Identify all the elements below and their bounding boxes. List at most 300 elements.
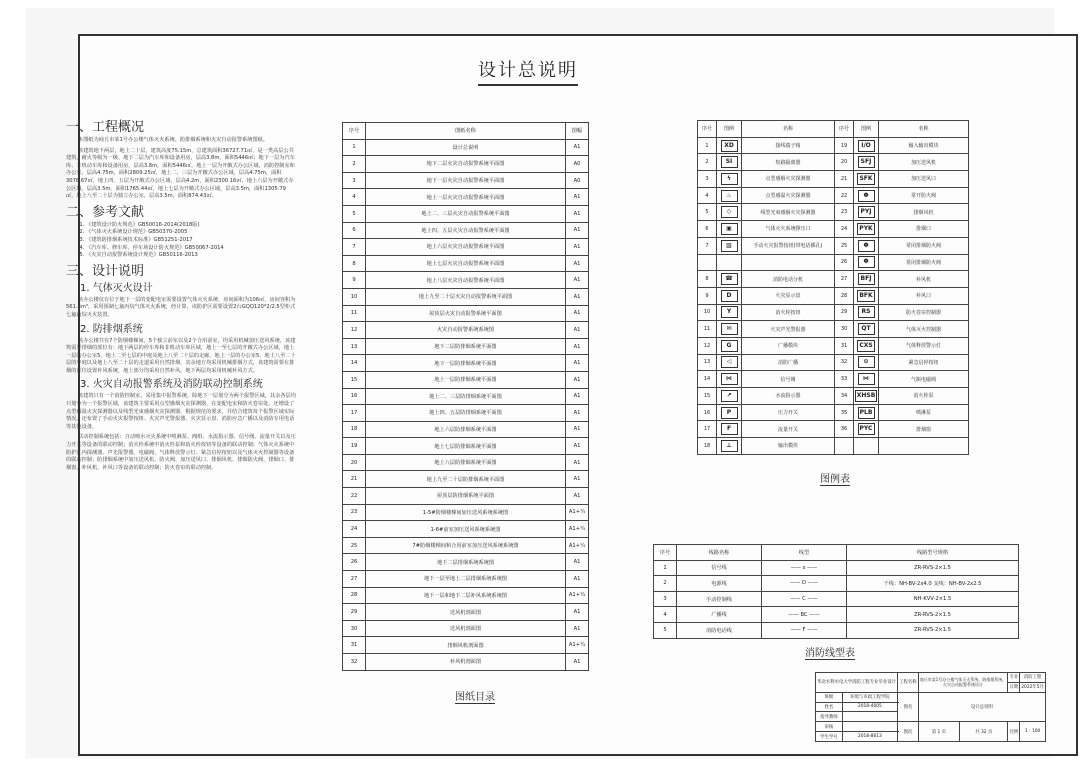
table-cell: 广播模块 — [742, 337, 835, 354]
table-cell — [717, 287, 742, 304]
table-cell: 地下一层至地上二层排烟系统系统图 — [366, 571, 566, 588]
table-cell: A0 — [566, 156, 589, 173]
table-cell: 消防电话分机 — [742, 271, 835, 288]
subsection-heading: 3. 火灾自动报警系统及消防联动控制系统 — [80, 379, 263, 391]
table-row — [343, 537, 589, 554]
legend-symbol-icon: G — [721, 340, 738, 352]
table-cell: 1 — [343, 139, 366, 156]
row-value: 2018-8613 — [842, 732, 897, 742]
table-cell: 11 — [698, 321, 717, 338]
table-cell — [854, 404, 879, 421]
table-cell — [854, 388, 879, 405]
reference-item: 3. 《建筑防排烟系统技术标准》GB51251-2017 — [86, 237, 296, 245]
column-header: 图纸名称 — [366, 123, 566, 140]
project-label: 工程名称 — [898, 673, 919, 693]
table-row — [698, 304, 969, 321]
table-cell: A1+¼ — [566, 504, 589, 521]
table-cell: 25 — [343, 537, 366, 554]
table-cell: 补风机 — [879, 271, 969, 288]
table-row — [343, 388, 589, 405]
column-header: 图例 — [717, 121, 742, 138]
table-cell — [717, 171, 742, 188]
table-cell: 地下一层和地下二层补风系统系统图 — [366, 587, 566, 604]
table-cell: 排烟窗 — [879, 421, 969, 438]
table-row — [343, 189, 589, 206]
table-cell: 线型光束感烟火灾探测器 — [742, 204, 835, 221]
column-header: 名称 — [879, 121, 969, 138]
table-row — [698, 237, 969, 254]
table-cell: 输出模块 — [742, 438, 835, 455]
title-block — [815, 672, 1046, 742]
row-label: 审核 — [816, 722, 843, 732]
table-cell: 地上七层火灾自动报警系统平面图 — [366, 255, 566, 272]
table-cell: 13 — [698, 354, 717, 371]
legend-table — [697, 120, 969, 455]
legend-symbol-icon: ⋈ — [858, 373, 875, 385]
row-value: 2018-4005 — [842, 702, 897, 712]
table-row — [343, 454, 589, 471]
table-row — [654, 560, 1019, 576]
table-row — [343, 371, 589, 388]
legend-symbol-icon: ▣ — [721, 223, 738, 235]
table-row — [698, 187, 969, 204]
table-cell: 27 — [835, 271, 854, 288]
table-row — [698, 438, 969, 455]
table-cell: 16 — [343, 388, 366, 405]
table-row — [343, 205, 589, 222]
legend-symbol-icon: ◇ — [721, 206, 738, 218]
table-cell: 地上九至二十层火灾自动报警系统平面图 — [366, 288, 566, 305]
reference-item: 1. 《建筑设计防火规范》GB50016-2014(2018版) — [86, 222, 296, 230]
table-cell: 火灾自动报警系统系统图 — [366, 322, 566, 339]
table-row — [343, 620, 589, 637]
table-row — [343, 355, 589, 372]
date-label: 日期 — [1008, 682, 1020, 692]
table-cell — [854, 137, 879, 154]
section-heading: 三、设计说明 — [66, 263, 145, 279]
table-cell: 27 — [343, 571, 366, 588]
table-cell — [854, 187, 879, 204]
table-cell: 1 — [698, 137, 717, 154]
table-cell: A1 — [566, 322, 589, 339]
table-cell: ZR-RVS-2×1.5 — [847, 622, 1019, 638]
table-cell: A1 — [566, 554, 589, 571]
table-cell: A1 — [566, 255, 589, 272]
table-row — [343, 239, 589, 256]
legend-symbol-icon: P — [721, 407, 738, 419]
table-cell: 输入输出模块 — [879, 137, 969, 154]
legend-symbol-icon: PLB — [858, 407, 875, 419]
table-cell — [717, 221, 742, 238]
table-cell: 18 — [343, 421, 366, 438]
table-cell: 信号线 — [677, 560, 762, 576]
legend-symbol-icon: ↗ — [721, 390, 738, 402]
legend-symbol-icon: SFJ — [858, 156, 875, 168]
table-cell: 8 — [698, 271, 717, 288]
table-cell: 点型感烟火灾探测器 — [742, 171, 835, 188]
legend-symbol-icon: ◁ — [721, 356, 738, 368]
table-cell — [717, 321, 742, 338]
table-row — [343, 322, 589, 339]
table-cell — [854, 438, 879, 455]
legend-symbol-icon: Φ — [858, 240, 875, 252]
table-cell: 30 — [835, 321, 854, 338]
project-name: 商丘市某1号办公楼气体灭火系统、防排烟系统、火灾自动报警系统设计 — [918, 673, 1008, 693]
table-cell: 信号阀 — [742, 371, 835, 388]
table-cell: 短路隔离器 — [742, 154, 835, 171]
table-cell: 15 — [343, 371, 366, 388]
table-cell: 20 — [343, 454, 366, 471]
sheet-number: 第 1 页 — [918, 722, 960, 742]
table-cell: 1-6#前室加压送风系统系统图 — [366, 521, 566, 538]
table-cell: 10 — [698, 304, 717, 321]
legend-symbol-icon: Φ — [858, 256, 875, 268]
table-cell: 11 — [343, 305, 366, 322]
legend-symbol-icon: D — [721, 290, 738, 302]
table-cell: 30 — [343, 620, 366, 637]
table-cell: 36 — [835, 421, 854, 438]
table-cell: 4 — [698, 187, 717, 204]
table-row — [698, 388, 969, 405]
table-cell: 火灾显示盘 — [742, 287, 835, 304]
table-cell: 紧急启停按钮 — [879, 354, 969, 371]
drawing-list-caption: 图纸目录 — [455, 688, 495, 704]
table-cell: A1 — [566, 488, 589, 505]
table-cell: 消火栓按钮 — [742, 304, 835, 321]
table-row — [654, 591, 1019, 607]
table-cell: A1+¼ — [566, 587, 589, 604]
table-cell: 排烟风机剖面图 — [366, 637, 566, 654]
table-cell: A1 — [566, 471, 589, 488]
table-cell: 1 — [654, 560, 677, 576]
table-cell: 气体灭火控制器 — [879, 321, 969, 338]
subsection-heading: 1. 气体灭火设计 — [80, 282, 153, 294]
table-cell: A1 — [566, 438, 589, 455]
table-cell: A1 — [566, 355, 589, 372]
table-cell: 屋顶层火灾自动报警系统平面图 — [366, 305, 566, 322]
legend-symbol-icon: ⋈ — [721, 373, 738, 385]
table-cell: 3 — [654, 591, 677, 607]
table-cell: 地上二、三层火灾自动报警系统平面图 — [366, 205, 566, 222]
table-cell: A1 — [566, 239, 589, 256]
table-cell: 26 — [835, 254, 854, 271]
table-row — [698, 204, 969, 221]
table-row — [343, 156, 589, 173]
table-cell: 地上八层火灾自动报警系统平面图 — [366, 272, 566, 289]
table-cell: 2 — [654, 576, 677, 592]
table-row — [698, 137, 969, 154]
school-name: 华北水利水电大学消防工程专业毕业设计 — [816, 673, 898, 693]
major-label: 专业 — [1008, 673, 1020, 683]
table-row — [343, 338, 589, 355]
table-row — [343, 488, 589, 505]
table-cell: 消火栓泵 — [879, 388, 969, 405]
table-cell: 4 — [654, 607, 677, 623]
table-cell: 补风口 — [879, 287, 969, 304]
table-row — [698, 171, 969, 188]
table-cell: 屋顶层防排烟系统平面图 — [366, 488, 566, 505]
row-value: 环境与市政工程学院 — [842, 692, 897, 702]
table-cell: 地上四、五层防排烟系统平面图 — [366, 405, 566, 422]
row-value — [842, 722, 897, 732]
table-cell: 3 — [698, 171, 717, 188]
table-header-row — [698, 121, 969, 138]
table-cell: 常开防火阀 — [879, 187, 969, 204]
table-row — [698, 421, 969, 438]
drawing-title-label: 图名 — [898, 692, 919, 722]
legend-symbol-icon: ▨ — [721, 240, 738, 252]
table-cell: 24 — [835, 221, 854, 238]
table-cell: 7#防烟楼梯间和合用前室加压送风系统系统图 — [366, 537, 566, 554]
table-cell: 20 — [835, 154, 854, 171]
table-cell: 广播线 — [677, 607, 762, 623]
table-cell: 12 — [698, 337, 717, 354]
table-cell: 气体灭火系统撑压口 — [742, 221, 835, 238]
table-cell: 地上一层火灾自动报警系统平面图 — [366, 189, 566, 206]
legend-symbol-icon: ϟ — [721, 173, 738, 185]
table-cell: 31 — [343, 637, 366, 654]
table-cell: 地上九至二十层防排烟系统平面图 — [366, 471, 566, 488]
table-cell: A1 — [566, 405, 589, 422]
table-row — [698, 154, 969, 171]
table-cell: 32 — [835, 354, 854, 371]
table-cell: ZR-RVS-2×1.5 — [847, 560, 1019, 576]
table-cell: 压力开关 — [742, 404, 835, 421]
table-cell: 31 — [835, 337, 854, 354]
legend-symbol-icon: XHSB — [855, 390, 878, 402]
table-cell: 33 — [835, 371, 854, 388]
table-cell: 17 — [698, 421, 717, 438]
table-cell: NH-KVV-2×1.5 — [847, 591, 1019, 607]
column-header: 序号 — [698, 121, 717, 138]
table-cell: 16 — [698, 404, 717, 421]
table-cell — [854, 254, 879, 271]
table-cell: 手动火灾报警按钮(带电话插孔) — [742, 237, 835, 254]
table-cell: 气瓶电磁阀 — [879, 371, 969, 388]
table-cell: 3 — [343, 172, 366, 189]
table-cell: 常闭排烟防火阀 — [879, 254, 969, 271]
table-cell: 23 — [835, 204, 854, 221]
row-label: 班级 — [816, 692, 843, 702]
legend-symbol-icon: BFJ — [858, 273, 875, 285]
table-cell: 14 — [343, 355, 366, 372]
table-cell: 接线端子箱 — [742, 137, 835, 154]
table-cell: A1 — [566, 205, 589, 222]
column-header: 名称 — [742, 121, 835, 138]
table-cell: 地下一层防排烟系统平面图 — [366, 355, 566, 372]
table-cell: A1+¼ — [566, 537, 589, 554]
table-cell: —— F —— — [762, 622, 847, 638]
legend-symbol-icon: QT — [858, 323, 875, 335]
scale-label: 比例 — [1008, 722, 1020, 742]
table-cell — [717, 388, 742, 405]
table-cell: 地下二层排烟系统系统图 — [366, 554, 566, 571]
table-cell — [854, 337, 879, 354]
table-row — [698, 254, 969, 271]
legend-symbol-icon: PYK — [857, 223, 874, 235]
table-cell — [717, 204, 742, 221]
table-cell: 常闭排烟防火阀 — [879, 237, 969, 254]
table-cell: 地上八层防排烟系统平面图 — [366, 454, 566, 471]
table-cell: A1 — [566, 620, 589, 637]
table-cell: 17 — [343, 405, 366, 422]
reference-item: 5. 《火灾自动报警系统设计规范》GB50116-2013 — [86, 252, 296, 260]
table-cell: —— s —— — [762, 560, 847, 576]
table-cell: 13 — [343, 338, 366, 355]
table-cell: 7 — [698, 237, 717, 254]
table-cell — [854, 237, 879, 254]
table-cell: 19 — [343, 438, 366, 455]
table-cell — [717, 304, 742, 321]
legend-symbol-icon: F — [721, 423, 738, 435]
line-type-caption: 消防线型表 — [805, 644, 855, 660]
legend-symbol-icon: XD — [721, 140, 738, 152]
table-cell: 10 — [343, 288, 366, 305]
table-cell: 29 — [343, 604, 366, 621]
table-cell — [717, 438, 742, 455]
column-header: 线型 — [762, 545, 847, 561]
table-cell: 地上一层防排烟系统平面图 — [366, 371, 566, 388]
table-cell — [717, 404, 742, 421]
table-cell: 6 — [343, 222, 366, 239]
legend-symbol-icon: RS — [858, 306, 875, 318]
table-cell: 地上六层防排烟系统平面图 — [366, 421, 566, 438]
column-header: 线路名称 — [677, 545, 762, 561]
table-cell: 地下一层火灾自动报警系统平面图 — [366, 172, 566, 189]
reference-item: 2. 《气体灭火系统设计规范》GB50370-2005 — [86, 229, 296, 237]
table-cell: 7 — [343, 239, 366, 256]
table-cell: 1-5#防烟楼梯间加压送风系统系统图 — [366, 504, 566, 521]
table-row — [343, 471, 589, 488]
table-cell: 地上七层防排烟系统平面图 — [366, 438, 566, 455]
table-row — [343, 637, 589, 654]
table-cell — [854, 204, 879, 221]
table-cell: 32 — [343, 654, 366, 671]
design-notes — [66, 116, 296, 475]
table-cell — [717, 237, 742, 254]
legend-symbol-icon: BFK — [857, 290, 874, 302]
section-heading: 一、工程概况 — [66, 120, 145, 135]
table-cell: 19 — [835, 137, 854, 154]
table-row — [343, 554, 589, 571]
column-header: 线路型号规格 — [847, 545, 1019, 561]
legend-symbol-icon: ⊙ — [858, 356, 875, 368]
paragraph: 该办公楼共有7个防烟楼梯间，5个独立前室以及2个合用前室，均采用机械加压送风系统，该建筑需要排烟的部位有：地下两层的停车库和非机动车库区域，地上一至七层的开敞式办公区域，地上一层的办公室5，地上二至七层的中庭及地上八至二十层的走廊，地上一层的办公室5、地上八至二十层的中庭以及地上八至二十层的走道采用自然排烟，其余地方均采用机械排烟方式，该建筑需要在排烟的部位设置补风系统，地上部分均采用自然补风，地下两层均采用机械补风方式。 — [66, 337, 296, 374]
table-cell: A1 — [566, 371, 589, 388]
table-cell — [717, 254, 742, 271]
table-cell: A1 — [566, 338, 589, 355]
table-cell: 点型感温火灾探测器 — [742, 187, 835, 204]
table-cell: 14 — [698, 371, 717, 388]
table-row — [343, 521, 589, 538]
page-title: 设计总说明 — [478, 56, 578, 86]
scale-value: 1 : 100 — [1020, 722, 1046, 742]
row-label: 姓名 — [816, 702, 843, 712]
table-cell: 21 — [343, 471, 366, 488]
column-header: 序号 — [654, 545, 677, 561]
table-cell: 15 — [698, 388, 717, 405]
legend-symbol-icon: ⊥ — [721, 440, 738, 452]
table-row — [343, 139, 589, 156]
legend-symbol-icon: SI — [721, 156, 738, 168]
table-cell: 防火卷帘控制器 — [879, 304, 969, 321]
drawing-title: 设计总说明 — [918, 692, 1045, 722]
table-cell — [698, 254, 717, 271]
table-row — [654, 576, 1019, 592]
table-row — [343, 438, 589, 455]
table-cell: 干线：NH-BV-2x4.0 支线：NH-BV-2x2.5 — [847, 576, 1019, 592]
table-cell: —— D —— — [762, 576, 847, 592]
table-cell — [879, 438, 969, 455]
table-cell: 9 — [343, 272, 366, 289]
table-cell: 22 — [835, 187, 854, 204]
table-cell: A1 — [566, 454, 589, 471]
line-type-table — [653, 544, 1019, 639]
sheet-label: 图次 — [898, 722, 919, 742]
table-cell — [854, 354, 879, 371]
table-cell: A1 — [566, 272, 589, 289]
table-cell — [717, 421, 742, 438]
table-cell — [717, 354, 742, 371]
table-row — [698, 221, 969, 238]
table-row — [654, 622, 1019, 638]
table-cell — [717, 187, 742, 204]
table-cell: 排烟口 — [879, 221, 969, 238]
table-cell — [854, 154, 879, 171]
table-cell: A0 — [566, 172, 589, 189]
table-cell: 设计总说明 — [366, 139, 566, 156]
section-heading: 二、参考文献 — [66, 204, 145, 220]
table-cell: 手动控制线 — [677, 591, 762, 607]
legend-symbol-icon: SFK — [857, 173, 874, 185]
table-cell: 加压送风机 — [879, 154, 969, 171]
legend-symbol-icon: PYJ — [858, 206, 875, 218]
table-row — [343, 421, 589, 438]
legend-symbol-icon: I/O — [858, 140, 875, 152]
table-cell — [854, 304, 879, 321]
paragraph: 该办公楼仅有位于地下一层的变配电室需要设置气体灭火系统，房间面积为106㎡，房间容积为561.8m³，采用预制七氟丙烷气体灭火系统，经计算，该防护区需要设置2台GQQ120*2/2.5型柜式七氟丙烷灭火装置。 — [66, 296, 296, 318]
legend-symbol-icon: Y — [721, 306, 738, 318]
table-row — [343, 255, 589, 272]
table-cell: 23 — [343, 504, 366, 521]
table-cell: A1 — [566, 222, 589, 239]
table-cell — [742, 254, 835, 271]
table-row — [343, 504, 589, 521]
column-header: 图例 — [854, 121, 879, 138]
table-cell: 地上二、三层防排烟系统平面图 — [366, 388, 566, 405]
table-cell: 排烟风机 — [879, 204, 969, 221]
table-row — [343, 288, 589, 305]
row-value — [842, 712, 897, 722]
table-row — [343, 604, 589, 621]
table-cell — [717, 271, 742, 288]
table-row — [343, 654, 589, 671]
table-cell: A1 — [566, 571, 589, 588]
table-cell: 地上六层火灾自动报警系统平面图 — [366, 239, 566, 256]
column-header: 图幅 — [566, 123, 589, 140]
major-value: 消防工程 — [1020, 673, 1046, 683]
table-cell: —— BC —— — [762, 607, 847, 623]
table-row — [698, 271, 969, 288]
paragraph: 本图纸为商丘市某1号办公楼气体灭火系统、防排烟系统和火灾自动报警系统图纸。 — [78, 137, 269, 143]
table-cell — [854, 271, 879, 288]
row-label: 学生学号 — [816, 732, 843, 742]
table-cell: 24 — [343, 521, 366, 538]
paragraph: 该建筑只有一个消防控制室，采用集中报警系统，除地下一层划分为两个报警区域，其余各层均只划分为一个报警区域，该建筑主要采用点型感烟火灾探测器，在变配电室和防火卷帘处，还增设了点型感温火灾探测器以及线型光束感烟火灾探测器，根据规范的要求，并结合建筑每个报警区域实际情况，还布置了手动火灾报警按钮、火灾声光警报器、火灾显示盘、消防应急广播以及消防专用电话等其他设备。 — [66, 393, 296, 430]
column-header: 序号 — [835, 121, 854, 138]
table-cell: 12 — [343, 322, 366, 339]
reference-list — [78, 222, 296, 260]
